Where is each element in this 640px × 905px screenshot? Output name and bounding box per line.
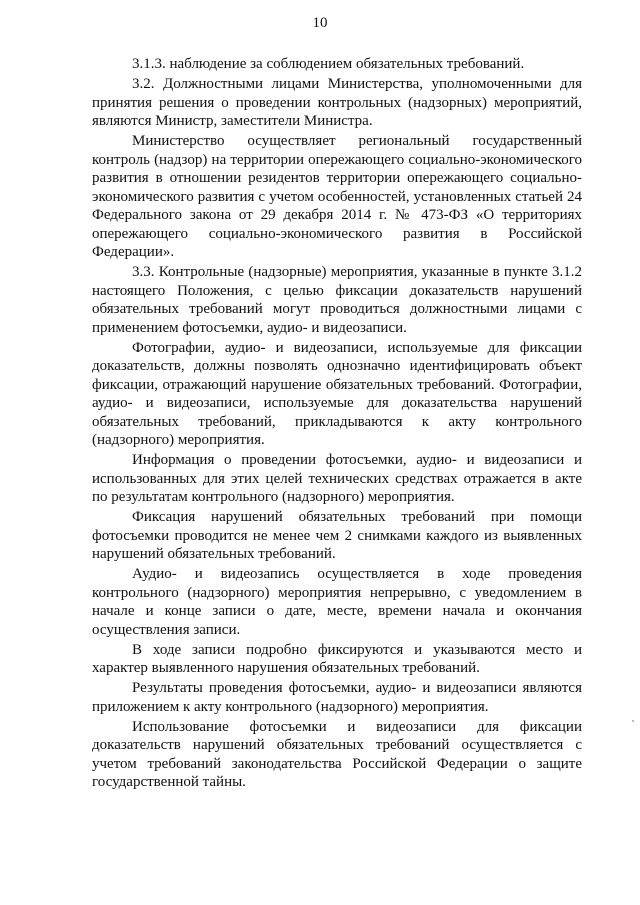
paragraph-record-details: В ходе записи подробно фиксируются и указываются место и характер выявленного нарушения обязательных требований.: [92, 641, 582, 676]
paragraph-state-secret: Использование фотосъемки и видеозаписи для фиксации доказательств нарушений обязательных требований осуществляется с учетом требований законодательства Российской Федерации о защите государственной тайны.: [92, 718, 582, 790]
paragraph-results-attachment: Результаты проведения фотосъемки, аудио- и видеозаписи являются приложением к акту контрольного (надзорного) мероприятия.: [92, 680, 582, 715]
paragraph-3-3: 3.3. Контрольные (надзорные) мероприятия, указанные в пункте 3.1.2 настоящего Положения, с целью фиксации доказательств нарушений обязательных требований могут проводиться должностными лицами с применением фотосъемки, аудио- и видеозаписи.: [92, 264, 582, 336]
paragraph-recording-info: Информация о проведении фотосъемки, аудио- и видеозаписи и использованных для этих целей технических средствах отражается в акте по результатам контрольного (надзорного) мероприятия.: [92, 452, 582, 505]
scan-dot-mark: [632, 720, 634, 722]
paragraph-ministry-control: Министерство осуществляет региональный государственный контроль (надзор) на территории опережающего социально-экономического развития в отношении резидентов территории опережающего социально-экономического развития с учетом особенностей, установленных статьей 24 Федерального закона от 29 декабря 2014 г. № 473-ФЗ «О территориях опережающего социально-экономического развития в Российской Федерации».: [92, 133, 582, 260]
paragraph-audio-video: Аудио- и видеозапись осуществляется в ходе проведения контрольного (надзорного) мероприятия непрерывно, с уведомлением в начале и конце записи о дате, месте, времени начала и окончания осуществления записи.: [92, 566, 582, 638]
page-number: 10: [312, 15, 328, 31]
document-body: [92, 55, 582, 793]
paragraph-3-1-3: 3.1.3. наблюдение за соблюдением обязательных требований.: [132, 56, 525, 72]
paragraph-3-2: 3.2. Должностными лицами Министерства, уполномоченными для принятия решения о проведении контрольных (надзорных) мероприятий, являются Министр, заместители Министра.: [92, 76, 582, 129]
paragraph-photos-video: Фотографии, аудио- и видеозаписи, используемые для фиксации доказательств, должны позволять однозначно идентифицировать объект фиксации, отражающий нарушение обязательных требований. Фотографии, аудио- и видеозаписи, используемые для доказательства нарушений обязательных требований, прикладываются к акту контрольного (надзорного) мероприятия.: [92, 339, 582, 448]
paragraph-photo-fixation: Фиксация нарушений обязательных требований при помощи фотосъемки проводится не менее чем 2 снимками каждого из выявленных нарушений обязательных требований.: [92, 509, 582, 562]
